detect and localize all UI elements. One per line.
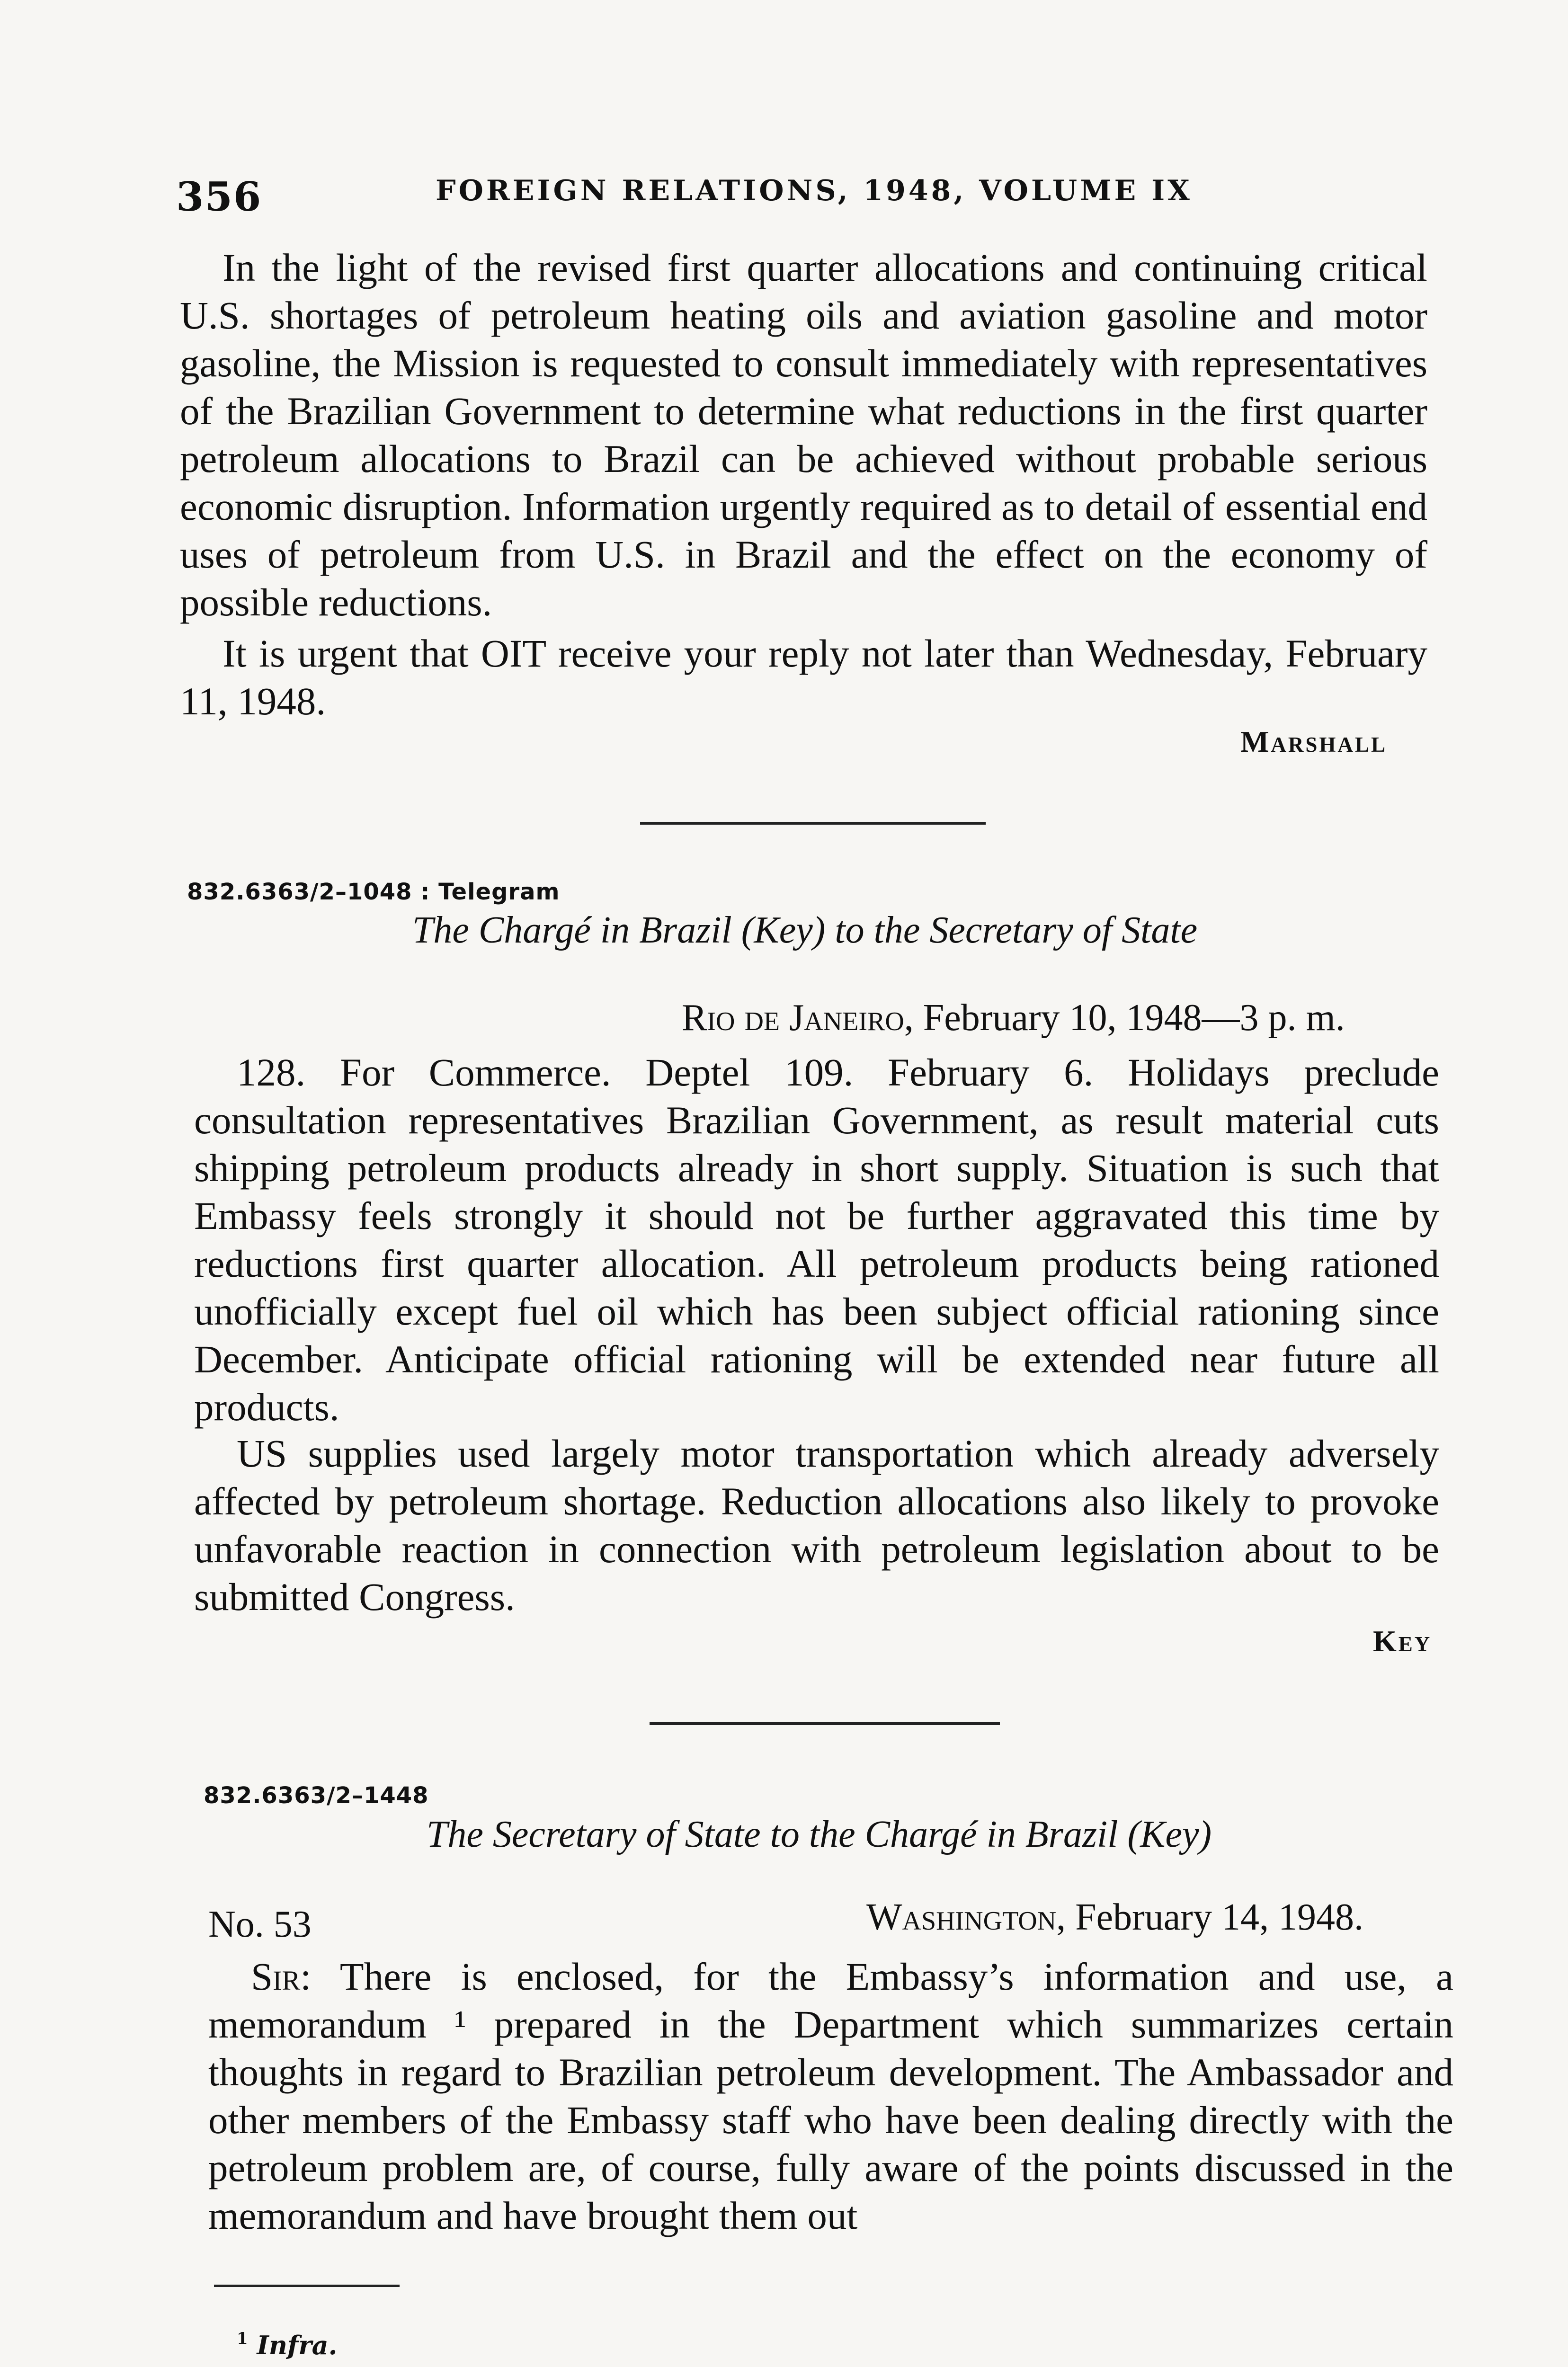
footnote [237, 2329, 337, 2360]
footnote-marker: 1 [237, 2329, 248, 2348]
signature-marshall: Marshall [1240, 725, 1387, 758]
section-divider [640, 822, 986, 825]
dateline-date: February 14, 1948. [1075, 1896, 1363, 1938]
dateline-date: February 10, 1948—3 p. m. [923, 997, 1345, 1039]
document-title: The Secretary of State to the Chargé in Brazil (Key) [426, 1814, 1212, 1855]
body-paragraph: In the light of the revised first quarter allocations and continuing critical U.S. shortages of petroleum heating oils and aviation gasoline and motor gasoline, the Mission is requested to consult immediately with representatives of the Brazilian Government to determine what reductions in the first quarter petroleum allocations to Brazil can be achieved without probable serious economic disruption. Information urgently required as to detail of essential end uses of petroleum from U.S. in Brazil and the effect on the economy of possible reductions. [180, 246, 1427, 624]
body-paragraph [208, 1953, 1453, 2240]
body-paragraph: US supplies used largely motor transportation which already adversely affected by petroleum shortage. Reduction allocations also likely to provoke unfavorable reaction in connection with petroleum legislation about to be submitted Congress. [194, 1432, 1439, 1619]
footnote-rule [214, 2285, 400, 2287]
section-divider [650, 1722, 1000, 1725]
document-number: No. 53 [208, 1904, 312, 1945]
dateline-place: Rio de Janeiro, [682, 997, 914, 1039]
signature-key: Key [1373, 1624, 1432, 1658]
dateline [866, 1896, 1363, 1939]
dateline-place: Washington, [866, 1896, 1066, 1938]
salutation: Sir: [251, 1955, 312, 1998]
body-text: There is enclosed, for the Embassy’s information and use, a memorandum ¹ prepared in the Department which summarizes certain thoughts in regard to Brazilian petroleum development. The Ambassador and other members of the Embassy staff who have been dealing directly with the petroleum problem are, of course, fully aware of the points discussed in the memorandum and have brought them out [208, 1955, 1453, 2237]
body-paragraph: It is urgent that OIT receive your reply not later than Wednesday, February 11, 1948. [180, 632, 1427, 723]
file-reference: 832.6363/2–1048 : Telegram [187, 879, 560, 905]
footnote-text: Infra. [257, 2330, 338, 2360]
running-head: FOREIGN RELATIONS, 1948, VOLUME IX [436, 174, 1193, 207]
document-title: The Chargé in Brazil (Key) to the Secretary of State [412, 909, 1198, 951]
dateline [682, 997, 1345, 1040]
page-number: 356 [176, 173, 262, 220]
body-paragraph: 128. For Commerce. Deptel 109. February 6. Holidays preclude consultation representatives Brazilian Government, as result material cuts shipping petroleum products already in short supply. Situation is such that Embassy feels strongly it should not be further aggravated this time by reductions first quarter allocation. All petroleum products being rationed unofficially except fuel oil which has been subject official rationing since December. Anticipate official rationing will be extended near future all products. [194, 1050, 1439, 1429]
file-reference: 832.6363/2–1448 [204, 1782, 429, 1809]
